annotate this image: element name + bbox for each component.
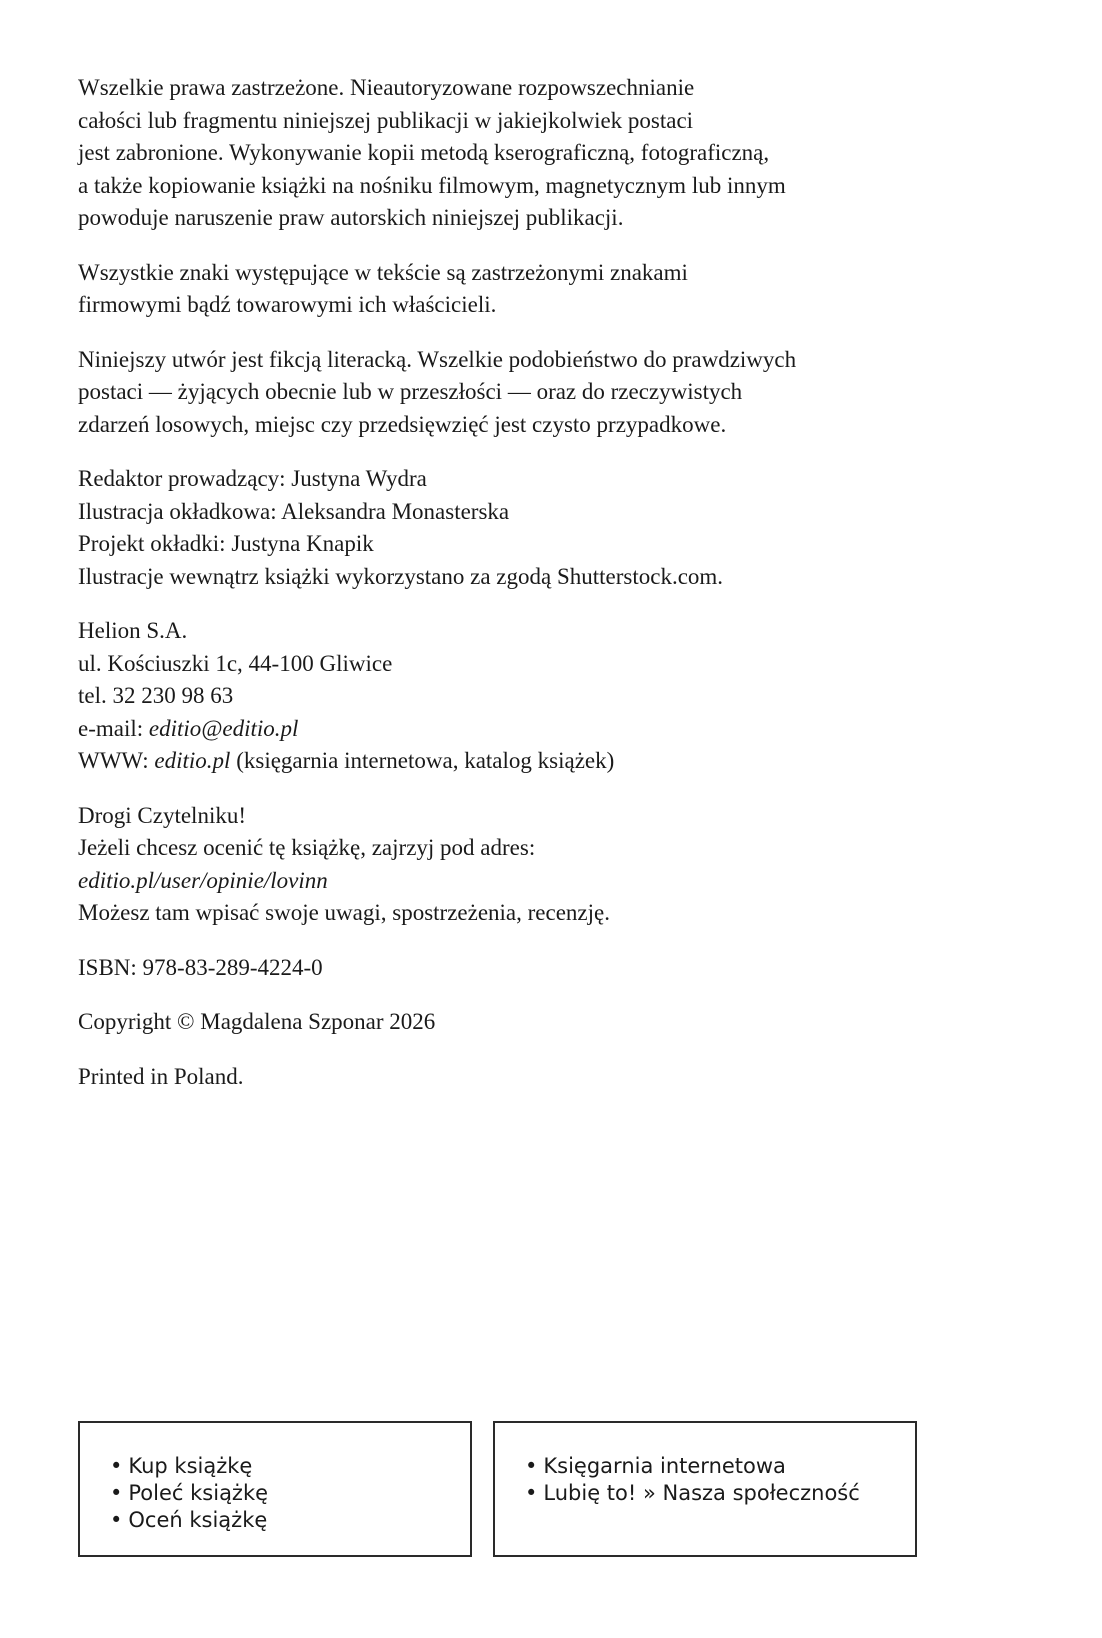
buy-book-label: Kup książkę xyxy=(128,1454,253,1478)
fiction-line: zdarzeń losowych, miejsc czy przedsięwzięć jest czysto przypadkowe. xyxy=(78,411,727,437)
recommend-book-label: Poleć książkę xyxy=(128,1481,269,1505)
review-url-link[interactable]: editio.pl/user/opinie/lovinn xyxy=(78,867,328,893)
online-bookstore-label: Księgarnia internetowa xyxy=(543,1454,786,1478)
community-box xyxy=(493,1421,917,1557)
community-link[interactable] xyxy=(525,1480,915,1507)
bullet: • xyxy=(525,1481,538,1505)
reader-prompt: Jeżeli chcesz ocenić tę książkę, zajrzyj pod adres: xyxy=(78,835,536,860)
fiction-line: Niniejszy utwór jest fikcją literacką. Wszelkie podobieństwo do prawdziwych xyxy=(78,346,797,372)
cover-design-credit: Projekt okładki: Justyna Knapik xyxy=(78,531,374,556)
fiction-line: postaci — żyjących obecnie lub w przeszłości — oraz do rzeczywistych xyxy=(78,379,743,404)
recommend-book-link[interactable] xyxy=(110,1480,470,1507)
trademarks-paragraph xyxy=(78,257,978,322)
rights-line: powoduje naruszenie praw autorskich niniejszej publikacji. xyxy=(78,205,624,230)
printed-paragraph xyxy=(78,1061,978,1094)
links-area xyxy=(78,1421,918,1557)
isbn: ISBN: 978-83-289-4224-0 xyxy=(78,954,323,980)
email-label: e-mail: xyxy=(78,715,149,741)
credits-paragraph xyxy=(78,463,978,593)
publisher-address: ul. Kościuszki 1c, 44-100 Gliwice xyxy=(78,650,393,676)
publisher-email-row xyxy=(78,713,978,746)
bullet: • xyxy=(110,1508,123,1532)
rights-line: Wszelkie prawa zastrzeżone. Nieautoryzowane rozpowszechnianie xyxy=(78,75,695,100)
www-link[interactable]: editio.pl xyxy=(154,748,231,773)
isbn-paragraph xyxy=(78,952,978,985)
rights-line: jest zabronione. Wykonywanie kopii metodą kserograficzną, fotograficzną, xyxy=(78,140,770,165)
rights-line: całości lub fragmentu niniejszej publikacji w jakiejkolwiek postaci xyxy=(78,107,694,133)
fiction-paragraph xyxy=(78,344,978,442)
reader-greeting: Drogi Czytelniku! xyxy=(78,802,246,828)
buy-book-link[interactable] xyxy=(110,1453,470,1480)
www-note: (księgarnia internetowa, katalog książek) xyxy=(230,748,615,773)
trademarks-line: Wszystkie znaki występujące w tekście są zastrzeżonymi znakami xyxy=(78,259,688,285)
inner-illustrations-credit: Ilustracje wewnątrz książki wykorzystano za zgodą Shutterstock.com. xyxy=(78,563,724,589)
publisher-www-row xyxy=(78,745,978,778)
rate-book-link[interactable] xyxy=(110,1507,470,1534)
rate-book-label: Oceń książkę xyxy=(128,1508,268,1532)
community-label: Lubię to! » Nasza społeczność xyxy=(543,1481,860,1505)
copyright-notice: Copyright © Magdalena Szponar 2026 xyxy=(78,1009,436,1034)
book-actions-box xyxy=(78,1421,472,1557)
bullet: • xyxy=(110,1454,123,1478)
rights-paragraph xyxy=(78,72,978,235)
trademarks-line: firmowymi bądź towarowymi ich właścicieli. xyxy=(78,292,497,317)
copyright-page xyxy=(78,72,978,1115)
www-label: WWW: xyxy=(78,748,155,773)
reader-paragraph xyxy=(78,800,978,930)
email-link[interactable]: editio@editio.pl xyxy=(148,715,299,741)
editor-credit: Redaktor prowadzący: Justyna Wydra xyxy=(78,466,427,491)
publisher-paragraph xyxy=(78,615,978,778)
bullet: • xyxy=(525,1454,538,1478)
rights-line: a także kopiowanie książki na nośniku filmowym, magnetycznym lub innym xyxy=(78,172,786,198)
publisher-phone: tel. 32 230 98 63 xyxy=(78,683,234,708)
cover-illustration-credit: Ilustracja okładkowa: Aleksandra Monasterska xyxy=(78,498,510,524)
copyright-paragraph xyxy=(78,1006,978,1039)
reader-note: Możesz tam wpisać swoje uwagi, spostrzeżenia, recenzję. xyxy=(78,900,610,925)
publisher-name: Helion S.A. xyxy=(78,618,188,643)
bullet: • xyxy=(110,1481,123,1505)
printed-notice: Printed in Poland. xyxy=(78,1063,244,1089)
online-bookstore-link[interactable] xyxy=(525,1453,915,1480)
